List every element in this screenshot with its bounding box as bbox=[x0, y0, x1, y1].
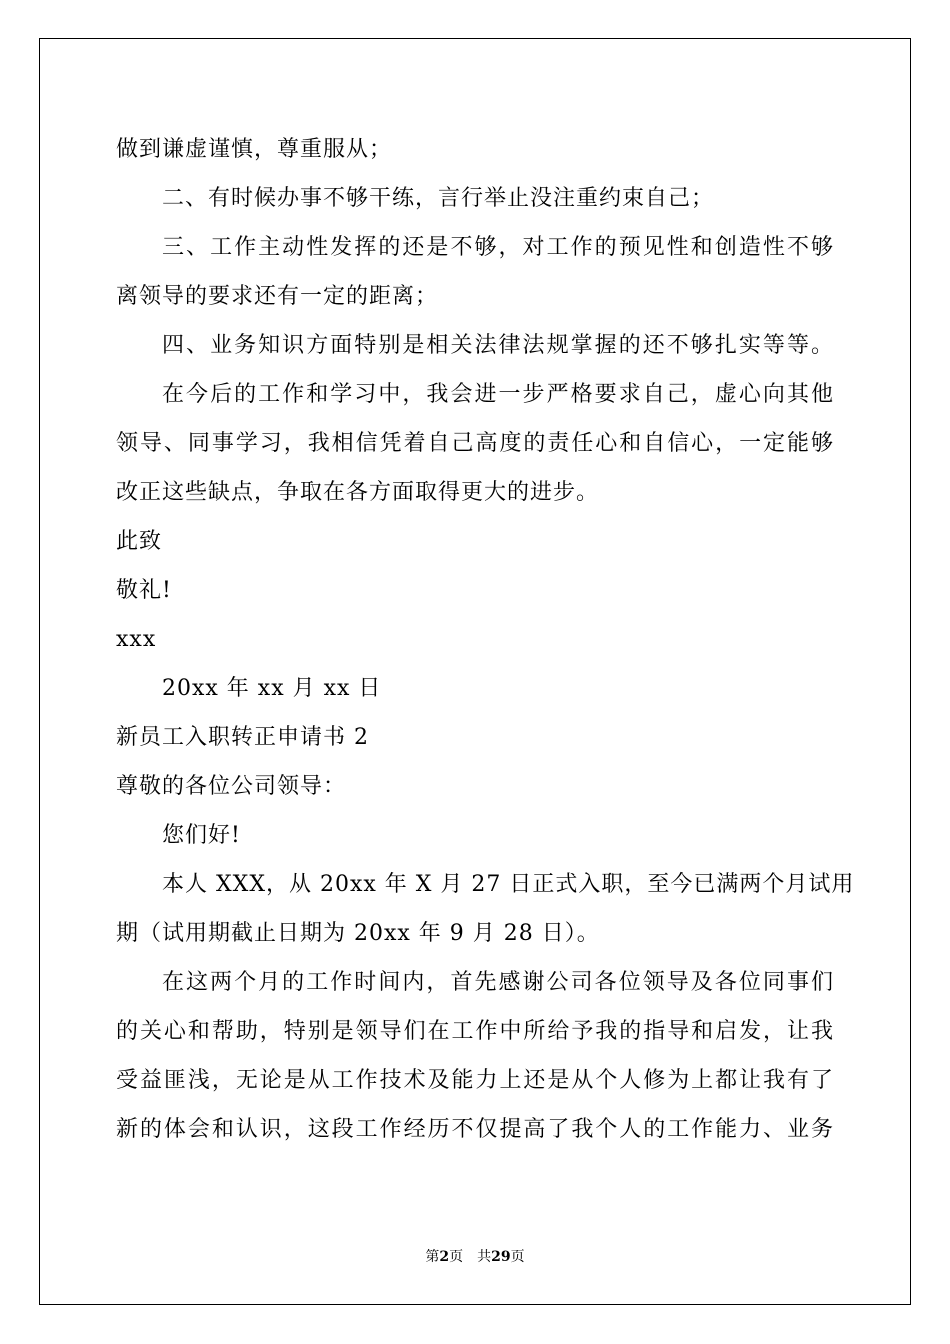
total-suffix: 页 bbox=[510, 1249, 525, 1265]
page-prefix: 第 bbox=[425, 1249, 440, 1265]
signature-name: xxx bbox=[116, 627, 157, 652]
greeting: 您们好! bbox=[162, 823, 241, 848]
paragraph-line: 期（试用期截止日期为 20xx 年 9 月 28 日）。 bbox=[116, 921, 600, 946]
document-body bbox=[116, 125, 855, 1154]
salutation: 敬礼! bbox=[116, 578, 172, 603]
paragraph-line: 的关心和帮助，特别是领导们在工作中所给予我的指导和启发，让我 bbox=[116, 1019, 834, 1044]
paragraph-line: 受益匪浅，无论是从工作技术及能力上还是从个人修为上都让我有了 bbox=[116, 1068, 834, 1093]
section-title: 新员工入职转正申请书 2 bbox=[116, 725, 369, 750]
signature-date: 20xx 年 xx 月 xx 日 bbox=[162, 676, 382, 701]
paragraph-line: 四、业务知识方面特别是相关法律法规掌握的还不够扎实等等。 bbox=[162, 333, 834, 358]
paragraph-line: 改正这些缺点，争取在各方面取得更大的进步。 bbox=[116, 480, 600, 505]
closing-phrase: 此致 bbox=[116, 529, 163, 554]
paragraph-line: 做到谦虚谨慎，尊重服从； bbox=[116, 137, 393, 162]
page-suffix: 页 bbox=[449, 1249, 464, 1265]
greeting-addressee: 尊敬的各位公司领导： bbox=[116, 774, 347, 799]
total-prefix: 共 bbox=[477, 1249, 492, 1265]
page-number: 2 bbox=[439, 1249, 450, 1265]
paragraph-line: 本人 XXX，从 20xx 年 X 月 27 日正式入职，至今已满两个月试用 bbox=[162, 872, 855, 897]
paragraph-line: 在这两个月的工作时间内，首先感谢公司各位领导及各位同事们 bbox=[162, 970, 834, 995]
paragraph-line: 离领导的要求还有一定的距离； bbox=[116, 284, 439, 309]
paragraph-line: 二、有时候办事不够干练，言行举止没注重约束自己； bbox=[162, 186, 715, 211]
paragraph-line: 新的体会和认识，这段工作经历不仅提高了我个人的工作能力、业务 bbox=[116, 1117, 834, 1142]
page-footer bbox=[0, 1248, 950, 1266]
paragraph-line: 在今后的工作和学习中，我会进一步严格要求自己，虚心向其他 bbox=[162, 382, 834, 407]
paragraph-line: 领导、同事学习，我相信凭着自己高度的责任心和自信心，一定能够 bbox=[116, 431, 834, 456]
total-pages: 29 bbox=[491, 1249, 511, 1265]
paragraph-line: 三、工作主动性发挥的还是不够，对工作的预见性和创造性不够 bbox=[162, 235, 834, 260]
